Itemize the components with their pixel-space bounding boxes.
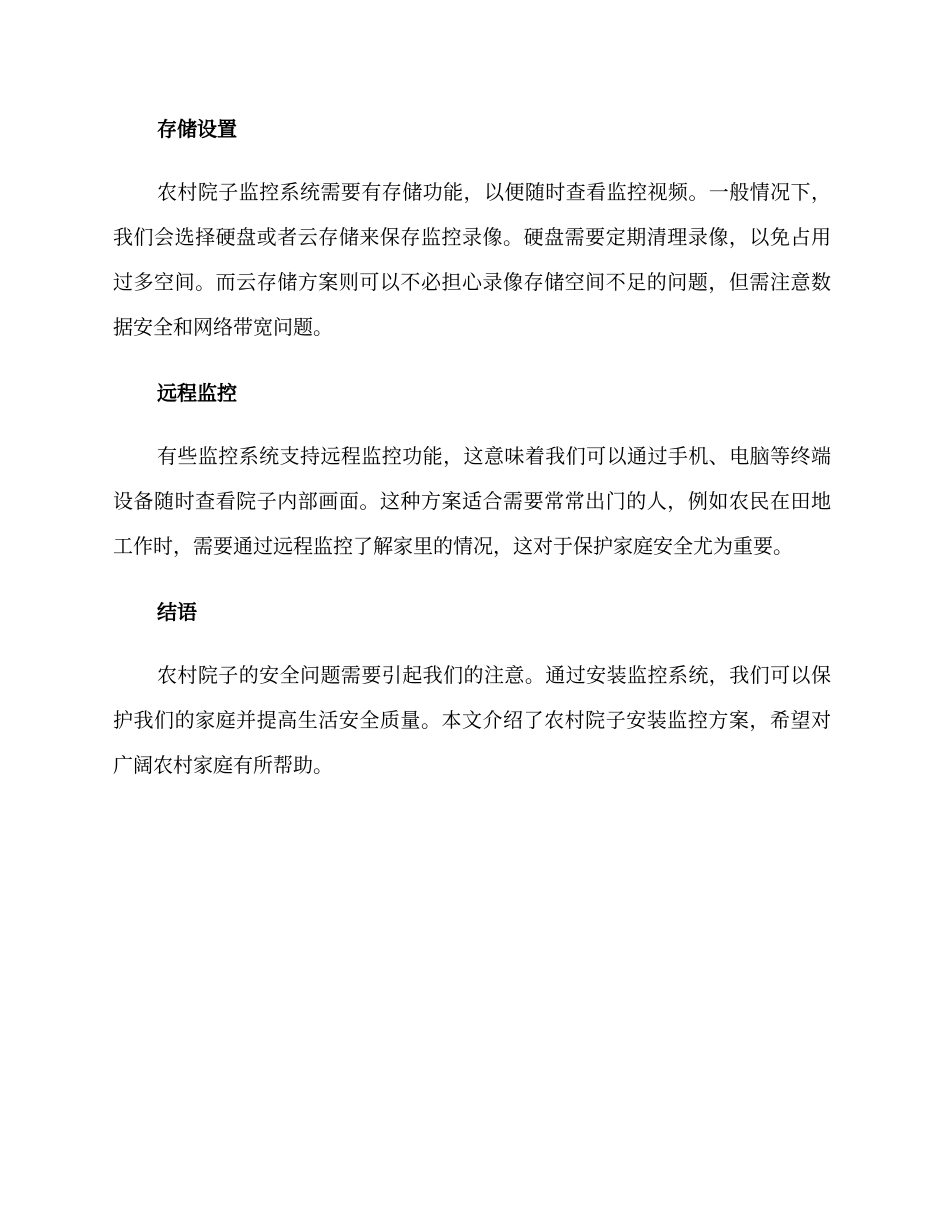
spacer <box>113 350 831 377</box>
section-paragraph-conclusion: 农村院子的安全问题需要引起我们的注意。通过安装监控系统，我们可以保护我们的家庭并提高生活安全质量。本文介绍了农村院子安装监控方案，希望对广阔农村家庭有所帮助。 <box>113 663 831 777</box>
spacer <box>113 409 831 434</box>
section-heading-remote-monitoring: 远程监控 <box>157 381 237 405</box>
section-heading-storage: 存储设置 <box>157 117 237 141</box>
spacer <box>113 628 831 653</box>
document-body <box>113 113 831 788</box>
spacer <box>113 145 831 170</box>
section-paragraph-storage: 农村院子监控系统需要有存储功能，以便随时查看监控视频。一般情况下，我们会选择硬盘或者云存储来保存监控录像。硬盘需要定期清理录像，以免占用过多空间。而云存储方案则可以不必担心录像存储空间不足的问题，但需注意数据安全和网络带宽问题。 <box>113 180 831 339</box>
spacer <box>113 569 831 596</box>
section-heading-conclusion: 结语 <box>157 600 197 624</box>
section-paragraph-remote-monitoring: 有些监控系统支持远程监控功能，这意味着我们可以通过手机、电脑等终端设备随时查看院子内部画面。这种方案适合需要常常出门的人，例如农民在田地工作时，需要通过远程监控了解家里的情况，这对于保护家庭安全尤为重要。 <box>113 444 831 558</box>
